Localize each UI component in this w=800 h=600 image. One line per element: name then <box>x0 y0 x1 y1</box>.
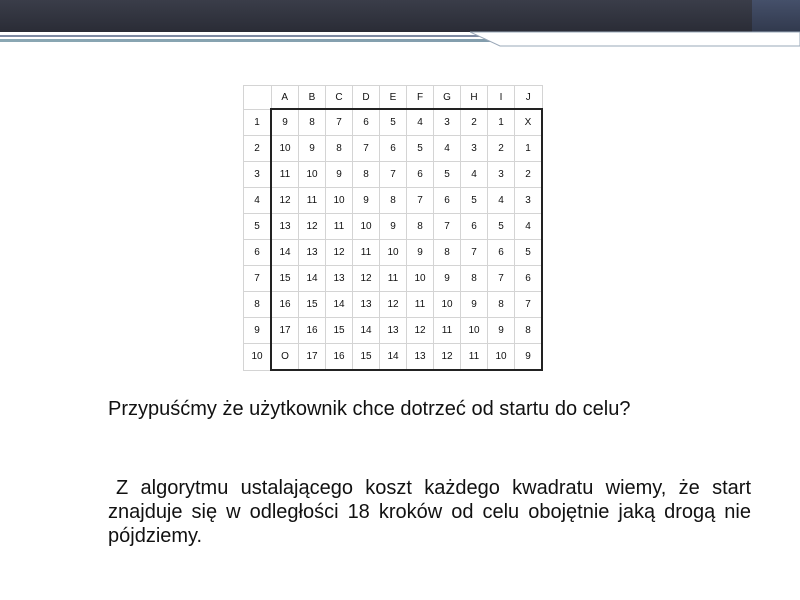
grid-row <box>244 136 543 162</box>
grid-cell: 9 <box>380 214 407 240</box>
grid-cell: 2 <box>488 136 515 162</box>
grid-row <box>244 266 543 292</box>
grid-cell: 12 <box>299 214 326 240</box>
grid-cell: 14 <box>353 318 380 344</box>
grid-cell: 10 <box>380 240 407 266</box>
grid-cell: 7 <box>434 214 461 240</box>
grid-cell: 10 <box>299 162 326 188</box>
grid-cell: 16 <box>326 344 353 371</box>
grid-cell: 9 <box>299 136 326 162</box>
paragraph-explanation: Z algorytmu ustalającego koszt każdego kwadratu wiemy, że start znajduje się w odległości 18 kroków od celu obojętnie jaką drogą nie pójdziemy. <box>108 477 751 547</box>
column-header: I <box>488 86 515 110</box>
grid-cell: 8 <box>515 318 543 344</box>
grid-cell: 9 <box>271 109 299 136</box>
grid-cell: 11 <box>326 214 353 240</box>
grid-cell: 6 <box>407 162 434 188</box>
grid-cell: 13 <box>407 344 434 371</box>
grid-cell: 9 <box>326 162 353 188</box>
grid-cell: 6 <box>434 188 461 214</box>
header-band <box>0 0 800 32</box>
grid-cell: 8 <box>326 136 353 162</box>
grid-row <box>244 188 543 214</box>
grid-cell: 12 <box>380 292 407 318</box>
grid-cell: 2 <box>515 162 543 188</box>
row-label: 3 <box>244 162 272 188</box>
grid-cell: 5 <box>434 162 461 188</box>
grid-cell: 8 <box>353 162 380 188</box>
grid-cell: 11 <box>407 292 434 318</box>
header-decorative-shape <box>470 30 800 48</box>
grid-cell: 13 <box>326 266 353 292</box>
grid-cell: 9 <box>353 188 380 214</box>
grid-cell: 9 <box>434 266 461 292</box>
grid-cell: 14 <box>299 266 326 292</box>
grid-cell: 12 <box>434 344 461 371</box>
grid-cell: 10 <box>461 318 488 344</box>
grid-cell: 3 <box>434 109 461 136</box>
grid-cell: 9 <box>488 318 515 344</box>
column-header: A <box>271 86 299 110</box>
grid-cell: 5 <box>515 240 543 266</box>
grid-cell: 13 <box>299 240 326 266</box>
grid-cell: 4 <box>461 162 488 188</box>
grid-cell: 15 <box>271 266 299 292</box>
grid-cell: 3 <box>461 136 488 162</box>
grid-row <box>244 162 543 188</box>
grid-cell: 10 <box>488 344 515 371</box>
grid-cell: 8 <box>461 266 488 292</box>
grid-cell: 11 <box>461 344 488 371</box>
grid-cell: 15 <box>353 344 380 371</box>
cost-grid <box>243 85 543 371</box>
grid-cell: 5 <box>488 214 515 240</box>
grid-cell: 14 <box>326 292 353 318</box>
grid-cell: 2 <box>461 109 488 136</box>
grid-cell: 7 <box>461 240 488 266</box>
grid-cell: 6 <box>380 136 407 162</box>
grid-cell: 9 <box>407 240 434 266</box>
grid-cell: 10 <box>271 136 299 162</box>
grid-cell: 11 <box>353 240 380 266</box>
grid-cell: 1 <box>515 136 543 162</box>
grid-header-row <box>244 86 543 110</box>
grid-row <box>244 240 543 266</box>
grid-cell: 6 <box>488 240 515 266</box>
grid-cell: 7 <box>407 188 434 214</box>
row-label: 7 <box>244 266 272 292</box>
grid-row <box>244 109 543 136</box>
grid-cell: O <box>271 344 299 371</box>
grid-cell: 6 <box>353 109 380 136</box>
grid-cell: 5 <box>380 109 407 136</box>
grid-cell: 12 <box>353 266 380 292</box>
grid-row <box>244 318 543 344</box>
grid-cell: 3 <box>488 162 515 188</box>
column-header: G <box>434 86 461 110</box>
grid-cell: 7 <box>380 162 407 188</box>
grid-cell: 8 <box>434 240 461 266</box>
grid-cell: 7 <box>488 266 515 292</box>
grid-row <box>244 214 543 240</box>
grid-cell: 4 <box>434 136 461 162</box>
grid-cell: 16 <box>271 292 299 318</box>
grid-cell: 15 <box>299 292 326 318</box>
row-label: 1 <box>244 109 272 136</box>
grid-cell: 12 <box>271 188 299 214</box>
grid-cell: 12 <box>326 240 353 266</box>
grid-cell: 11 <box>380 266 407 292</box>
grid-cell: 4 <box>407 109 434 136</box>
grid-cell: 6 <box>461 214 488 240</box>
column-header: E <box>380 86 407 110</box>
grid-cell: 11 <box>434 318 461 344</box>
grid-cell: 5 <box>461 188 488 214</box>
grid-cell: 10 <box>434 292 461 318</box>
grid-cell: 14 <box>380 344 407 371</box>
grid-cell: 4 <box>488 188 515 214</box>
grid-cell: 8 <box>299 109 326 136</box>
paragraph-question: Przypuśćmy że użytkownik chce dotrzeć od startu do celu? <box>108 398 631 420</box>
grid-cell: 13 <box>271 214 299 240</box>
grid-cell: 3 <box>515 188 543 214</box>
grid-cell: 12 <box>407 318 434 344</box>
column-header: C <box>326 86 353 110</box>
row-label: 4 <box>244 188 272 214</box>
grid-row <box>244 292 543 318</box>
column-header: B <box>299 86 326 110</box>
grid-cell: 17 <box>271 318 299 344</box>
grid-cell: 10 <box>407 266 434 292</box>
grid-cell: 7 <box>326 109 353 136</box>
row-label: 8 <box>244 292 272 318</box>
row-label: 10 <box>244 344 272 371</box>
row-label: 2 <box>244 136 272 162</box>
cost-grid-table <box>243 85 543 371</box>
column-header: D <box>353 86 380 110</box>
row-label: 6 <box>244 240 272 266</box>
grid-row <box>244 344 543 371</box>
grid-cell: 8 <box>380 188 407 214</box>
column-header: H <box>461 86 488 110</box>
row-label: 9 <box>244 318 272 344</box>
grid-cell: 9 <box>515 344 543 371</box>
grid-cell: 9 <box>461 292 488 318</box>
grid-cell: X <box>515 109 543 136</box>
grid-cell: 5 <box>407 136 434 162</box>
grid-cell: 16 <box>299 318 326 344</box>
grid-cell: 13 <box>380 318 407 344</box>
grid-cell: 11 <box>299 188 326 214</box>
column-header: J <box>515 86 543 110</box>
grid-cell: 15 <box>326 318 353 344</box>
grid-corner <box>244 86 272 110</box>
row-label: 5 <box>244 214 272 240</box>
grid-cell: 7 <box>353 136 380 162</box>
grid-cell: 14 <box>271 240 299 266</box>
column-header: F <box>407 86 434 110</box>
grid-cell: 6 <box>515 266 543 292</box>
grid-cell: 17 <box>299 344 326 371</box>
grid-cell: 4 <box>515 214 543 240</box>
header-accent <box>752 0 800 32</box>
grid-cell: 13 <box>353 292 380 318</box>
grid-cell: 8 <box>407 214 434 240</box>
grid-cell: 10 <box>353 214 380 240</box>
grid-cell: 1 <box>488 109 515 136</box>
grid-cell: 8 <box>488 292 515 318</box>
grid-cell: 10 <box>326 188 353 214</box>
grid-cell: 11 <box>271 162 299 188</box>
grid-cell: 7 <box>515 292 543 318</box>
